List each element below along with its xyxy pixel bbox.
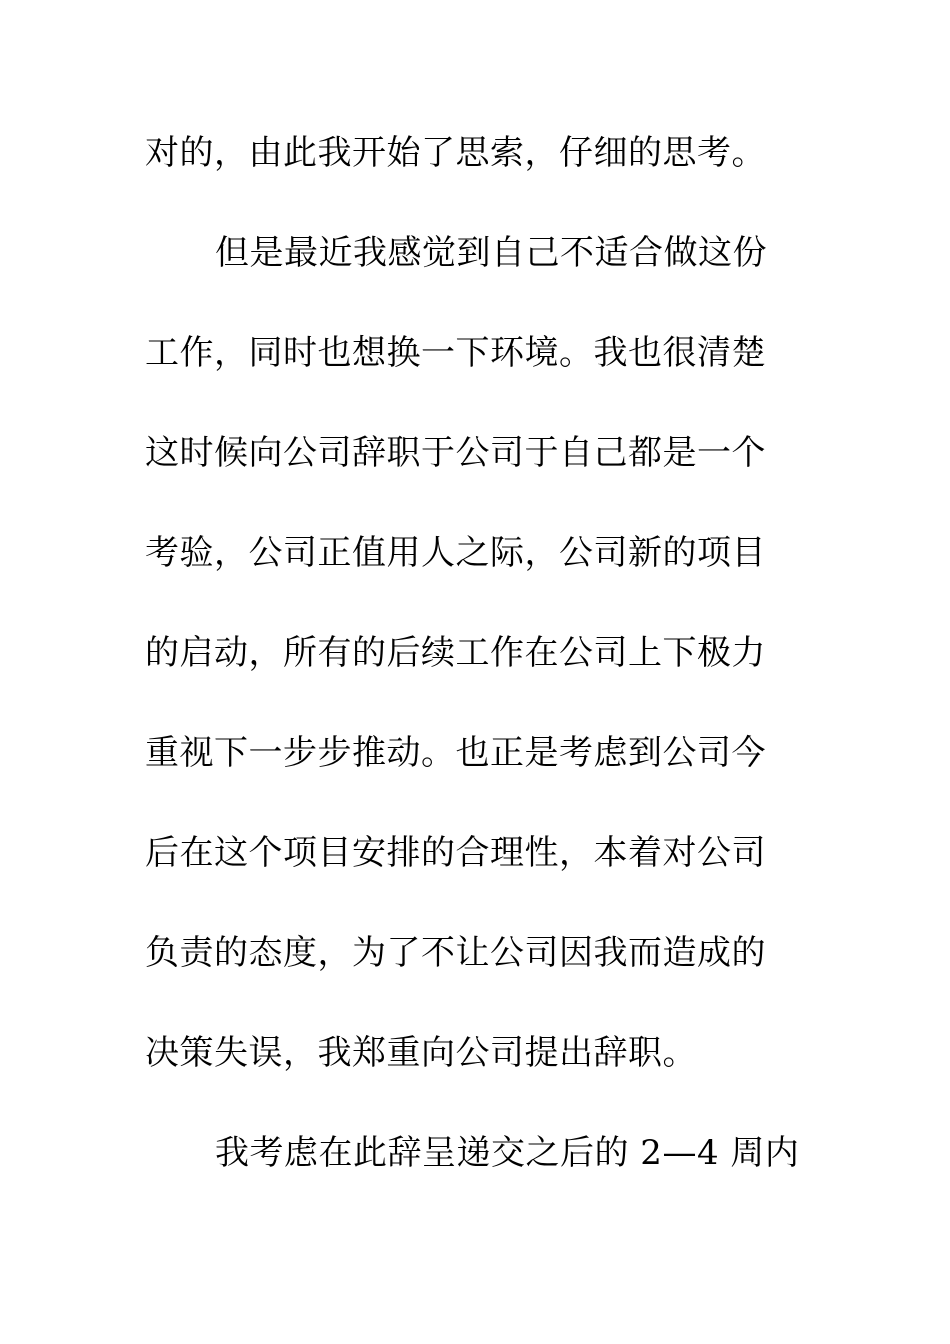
paragraph-start-line: 但是最近我感觉到自己不适合做这份 bbox=[215, 233, 767, 273]
text-line: 后在这个项目安排的合理性，本着对公司 bbox=[145, 833, 766, 873]
paragraph-start-line: 我考虑在此辞呈递交之后的 2—4 周内 bbox=[215, 1133, 800, 1173]
text-line: 对的，由此我开始了思索，仔细的思考。 bbox=[145, 133, 766, 173]
text-line: 负责的态度，为了不让公司因我而造成的 bbox=[145, 933, 766, 973]
text-line: 的启动，所有的后续工作在公司上下极力 bbox=[145, 633, 766, 673]
text-line: 工作，同时也想换一下环境。我也很清楚 bbox=[145, 333, 766, 373]
text-line: 考验，公司正值用人之际，公司新的项目 bbox=[145, 533, 766, 573]
text-line: 决策失误，我郑重向公司提出辞职。 bbox=[145, 1033, 697, 1073]
text-line: 重视下一步步推动。也正是考虑到公司今 bbox=[145, 733, 766, 773]
text-line: 这时候向公司辞职于公司于自己都是一个 bbox=[145, 433, 766, 473]
